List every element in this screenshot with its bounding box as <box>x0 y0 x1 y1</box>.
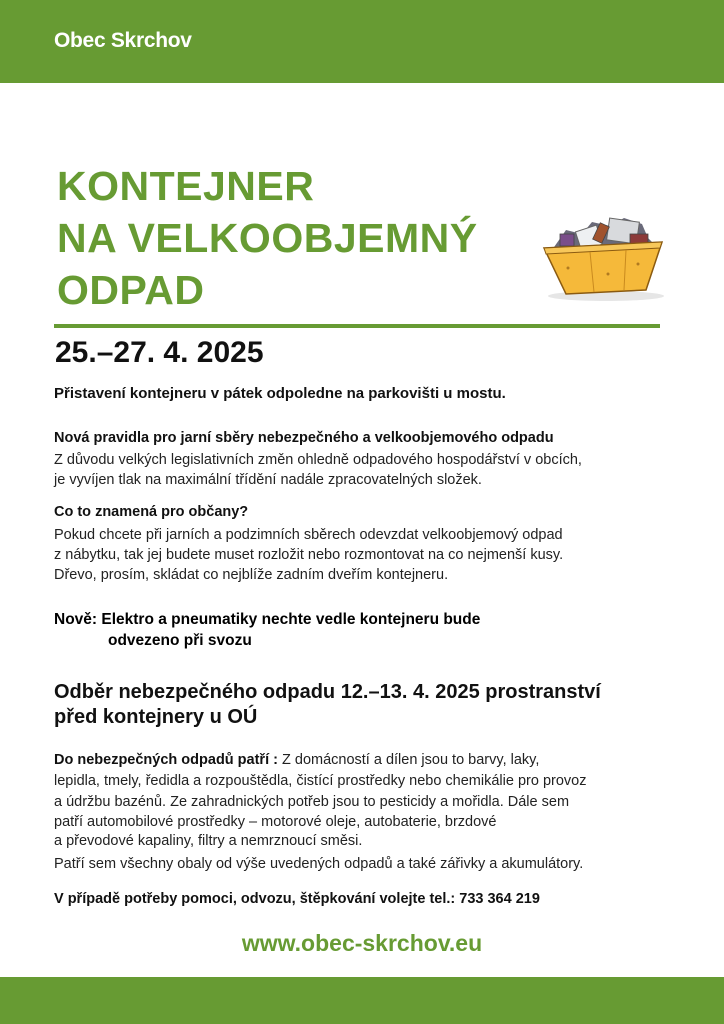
citizens-line-1: Pokud chcete při jarních a podzimních sběrech odevzdat velkoobjemový odpad <box>54 527 563 543</box>
title-line-2: NA VELKOOBJEMNÝ <box>57 215 478 261</box>
hazardous-extra: Patří sem všechny obaly od výše uvedených odpadů a také zářivky a akumulátory. <box>54 856 584 872</box>
event-date: 25.–27. 4. 2025 <box>55 336 264 369</box>
title-divider <box>54 324 660 328</box>
hazardous-label: Do nebezpečných odpadů patří : <box>54 752 278 768</box>
hazardous-first-line-rest: Z domácností a dílen jsou to barvy, laky, <box>277 752 540 768</box>
website-link[interactable]: www.obec-skrchov.eu <box>241 930 483 956</box>
title-line-1: KONTEJNER <box>57 163 315 209</box>
rules-line-2: je vyvíjen tlak na maximální třídění nadále zpracovatelných složek. <box>54 472 482 488</box>
hazardous-heading <box>54 680 601 730</box>
hazardous-line-3: a údržbu bazénů. Ze zahradnických potřeb jsou to pesticidy a mořidla. Dále sem <box>54 794 570 810</box>
hazardous-heading-line-2: před kontejnery u OÚ <box>54 706 258 728</box>
citizens-heading: Co to znamená pro občany? <box>54 504 249 520</box>
footer-bar <box>0 977 724 1024</box>
hazardous-heading-line-1: Odběr nebezpečného odpadu 12.–13. 4. 2025 prostranství <box>54 681 601 703</box>
notice-line-2: odvezeno při svozu <box>108 632 252 649</box>
new-notice <box>54 609 480 651</box>
title-line-3: ODPAD <box>57 267 205 313</box>
hazardous-line-4: patří automobilové prostředky – motorové oleje, autobaterie, brzdové <box>54 814 497 830</box>
page-title <box>57 160 478 316</box>
header-bar <box>0 0 724 83</box>
placement-note: Přistavení kontejneru v pátek odpoledne na parkovišti u mostu. <box>54 385 506 402</box>
citizens-line-2: z nábytku, tak jej budete muset rozložit nebo rozmontovat na co nejmenší kusy. <box>54 547 564 563</box>
hazardous-line-5: a převodové kapaliny, filtry a nemrznoucí směsi. <box>54 833 363 849</box>
hazardous-first-line <box>54 750 539 770</box>
citizens-line-3: Dřevo, prosím, skládat co nejblíže zadním dveřím kontejneru. <box>54 567 449 583</box>
municipality-name: Obec Skrchov <box>54 29 192 52</box>
hazardous-line-2: lepidla, tmely, ředidla a rozpouštědla, čistící prostředky nebo chemikálie pro provoz <box>54 773 587 789</box>
dumpster-icon <box>538 212 668 302</box>
contact-line: V případě potřeby pomoci, odvozu, štěpkování volejte tel.: 733 364 219 <box>54 891 540 907</box>
notice-line-1: Nově: Elektro a pneumatiky nechte vedle kontejneru bude <box>54 611 481 628</box>
rules-heading: Nová pravidla pro jarní sběry nebezpečného a velkoobjemového odpadu <box>54 430 554 446</box>
rules-line-1: Z důvodu velkých legislativních změn ohledně odpadového hospodářství v obcích, <box>54 452 582 468</box>
